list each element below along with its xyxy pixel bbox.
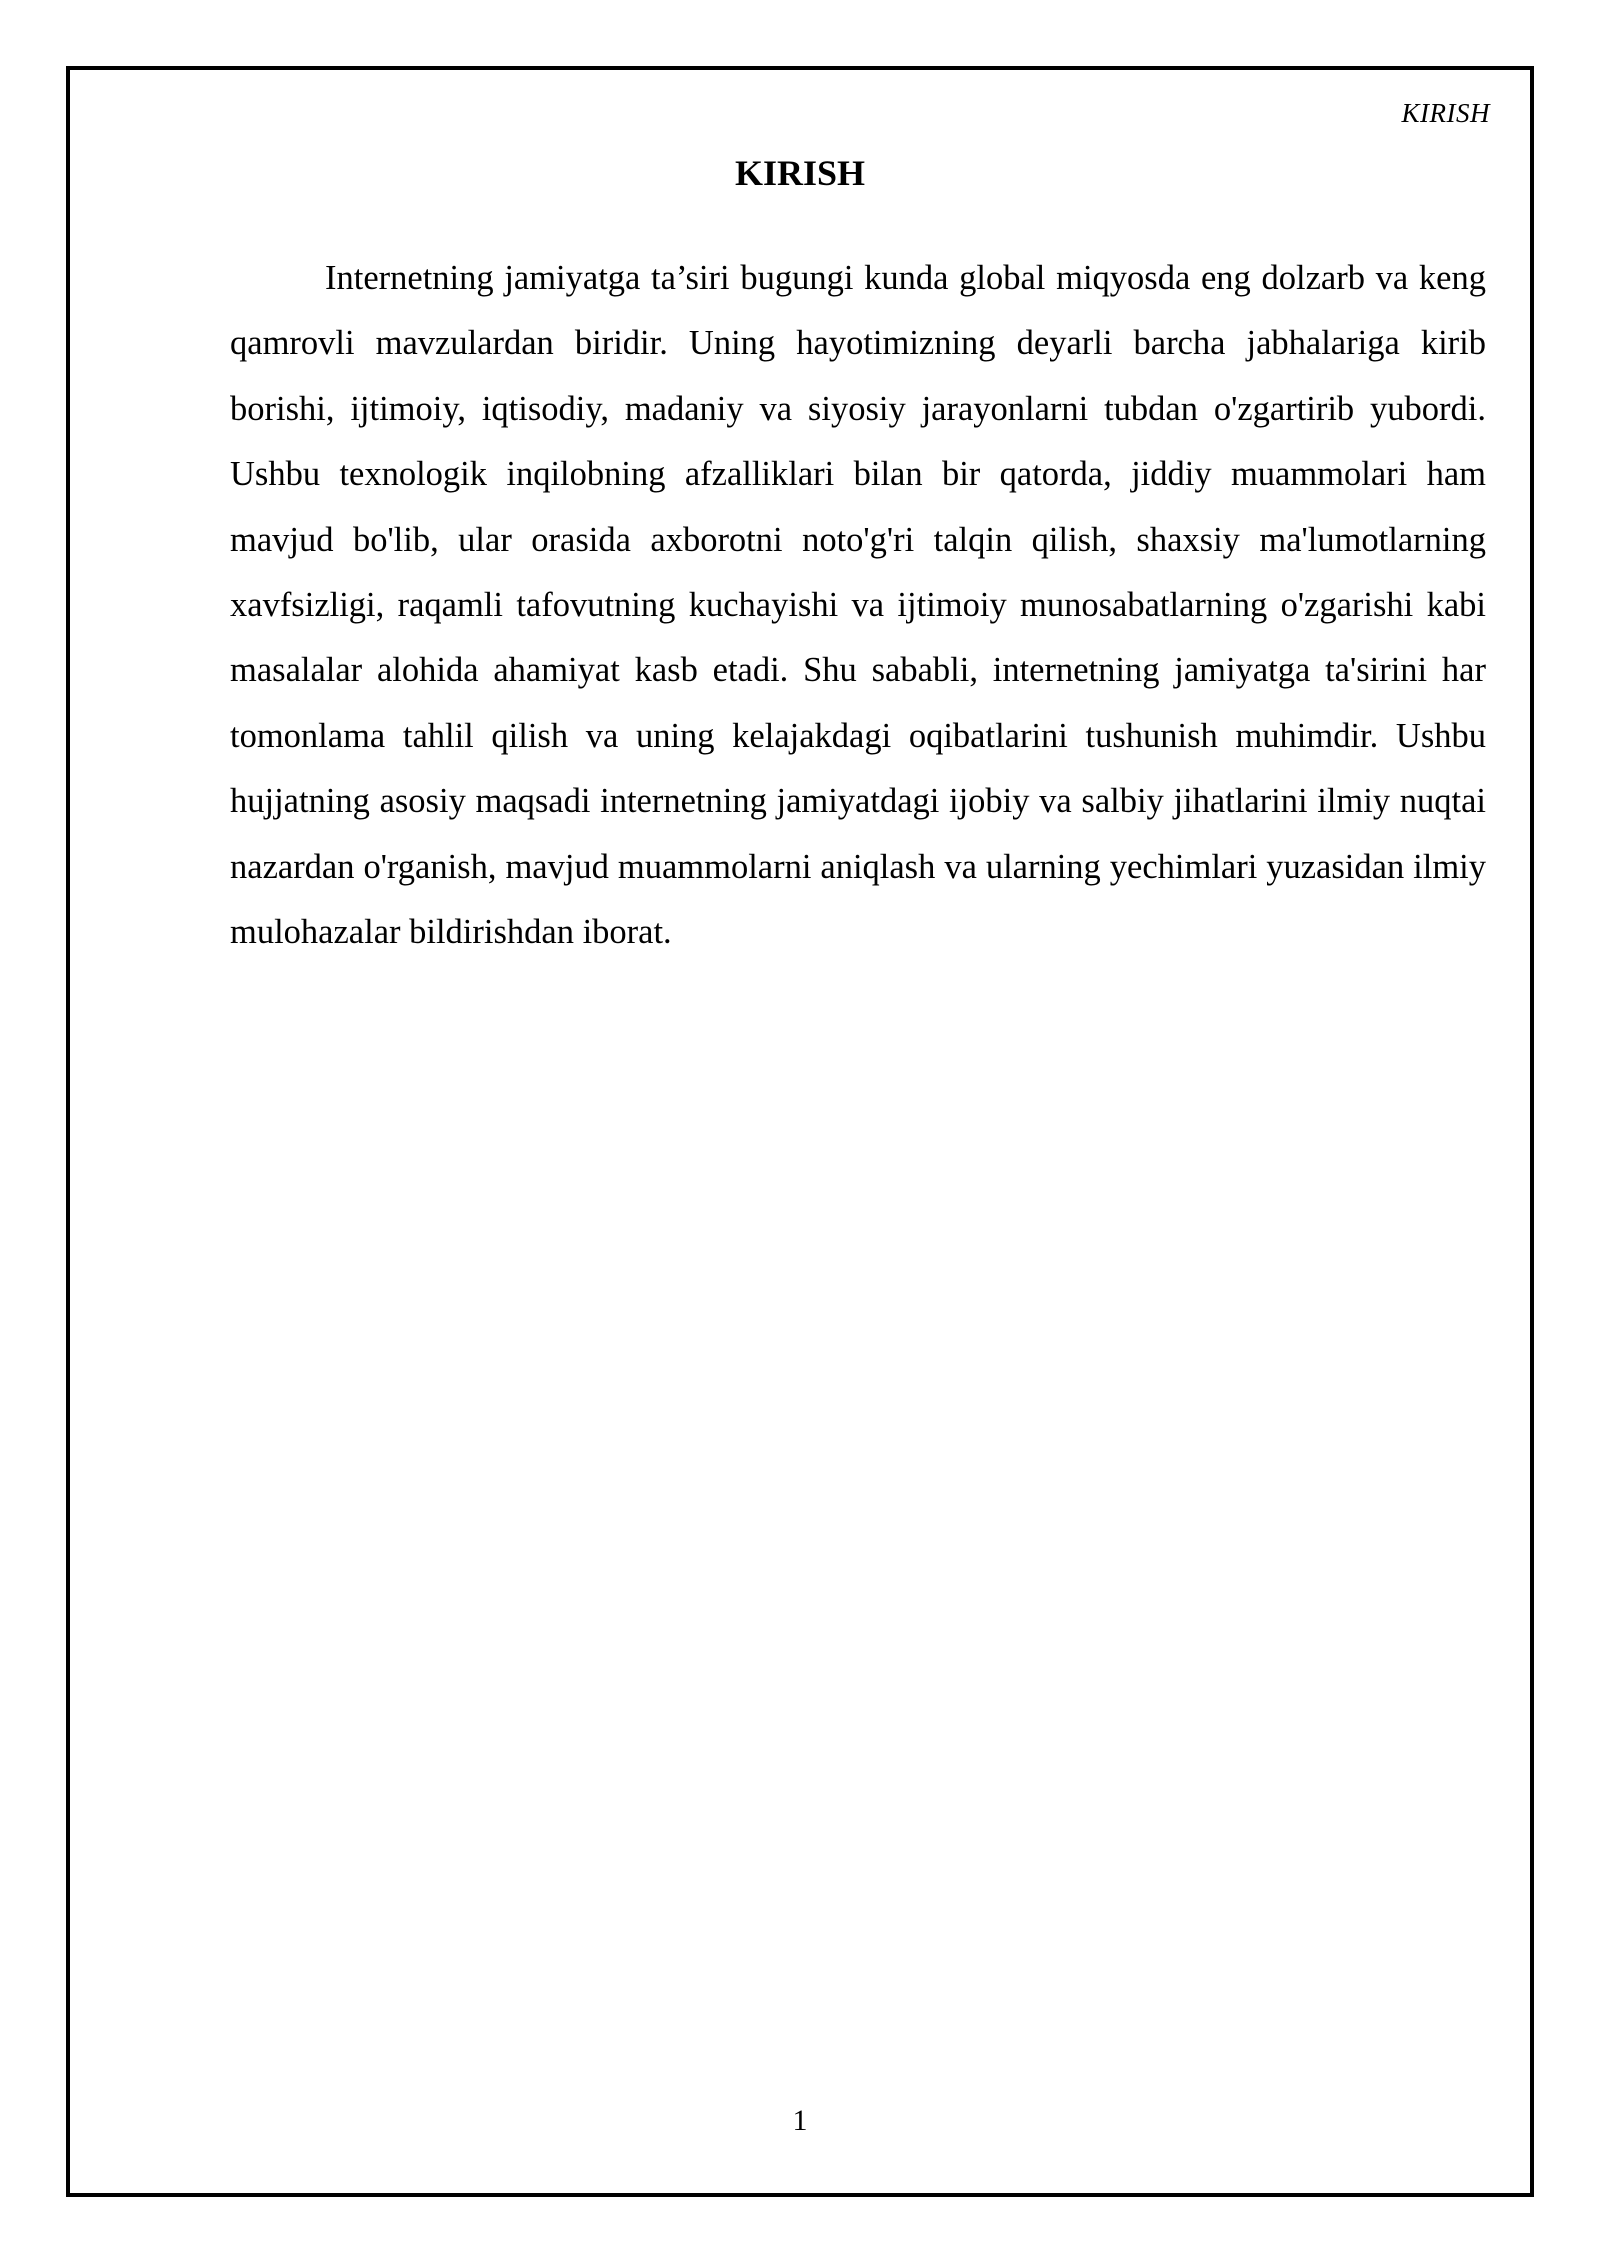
page-title: KIRISH (734, 153, 866, 193)
page-number: 1 (792, 2104, 808, 2137)
running-header: KIRISH (1401, 98, 1490, 128)
body-paragraph: Internetning jamiyatga ta’siri bugungi kunda global miqyosda eng dolzarb va keng qamrovli mavzulardan biridir. Uning hayotimizning deyarli barcha jabhalariga kirib borishi, ijtimoiy, iqtisodiy, madaniy va siyosiy jarayonlarni tubdan o'zgartirib yubordi. Ushbu texnologik inqilobning afzalliklari bilan bir qatorda, jiddiy muammolari ham mavjud bo'lib, ular orasida axborotni noto'g'ri talqin qilish, shaxsiy ma'lumotlarning xavfsizligi, raqamli tafovutning kuchayishi va ijtimoiy munosabatlarning o'zgarishi kabi masalalar alohida ahamiyat kasb etadi. Shu sababli, internetning jamiyatga ta'sirini har tomonlama tahlil qilish va uning kelajakdagi oqibatlarini tushunish muhimdir. Ushbu hujjatning asosiy maqsadi internetning jamiyatdagi ijobiy va salbiy jihatlarini ilmiy nuqtai nazardan o'rganish, mavjud muammolarni aniqlash va ularning yechimlari yuzasidan ilmiy mulohazalar bildirishdan iborat. (230, 259, 1486, 952)
